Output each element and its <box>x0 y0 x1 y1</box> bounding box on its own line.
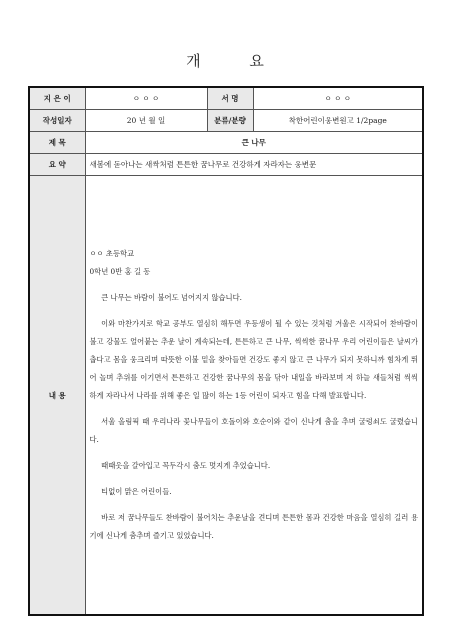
student-line: 0학년 0반 홍 길 동 <box>89 267 151 276</box>
subject-value: 큰 나무 <box>85 132 423 154</box>
content-paragraph: 서울 올림픽 때 우리나라 꽃나무들이 호돌이와 호순이와 같이 신나게 춤을 추며 굴렁쇠도 굴렸습니다. <box>89 417 418 444</box>
content-body <box>85 176 423 616</box>
content-row <box>29 176 423 616</box>
summary-value: 새봄에 돋아나는 새싹처럼 튼튼한 꿈나무로 건강하게 자라자는 웅변문 <box>85 154 423 176</box>
summary-row <box>29 154 423 176</box>
author-value: ㅇ ㅇ ㅇ <box>85 87 207 110</box>
class-label: 분류/분량 <box>207 110 253 132</box>
content-paragraph: 때때옷을 갈아입고 꼭두각시 춤도 멋지게 추었습니다. <box>101 461 271 470</box>
author-label: 지 은 이 <box>29 87 85 110</box>
content-paragraph: 티없이 맑은 어린이들. <box>101 487 172 496</box>
date-value: 20 년 월 일 <box>85 110 207 132</box>
name-label: 서 명 <box>207 87 253 110</box>
summary-label: 요 약 <box>29 154 85 176</box>
content-paragraph: 바로 저 꿈나무들도 찬바람이 불어치는 추운날을 견디며 튼튼한 몸과 건강한 마음을 열심히 길러 용기에 신나게 춤추며 즐기고 있었습니다. <box>89 513 418 540</box>
name-value: ㅇ ㅇ ㅇ <box>253 87 423 110</box>
content-paragraph: 큰 나무는 바람이 불어도 넘어지지 않습니다. <box>101 293 242 302</box>
date-row <box>29 110 423 132</box>
summary-form-table <box>28 86 424 616</box>
author-row <box>29 87 423 110</box>
school-line: ㅇㅇ 초등학교 <box>89 249 135 258</box>
class-value: 착한어린이웅변원고 1/2page <box>253 110 423 132</box>
content-label: 내 용 <box>29 176 85 616</box>
subject-row <box>29 132 423 154</box>
content-paragraph: 이와 마찬가지로 학교 공부도 열심히 해두면 우등생이 될 수 있는 것처럼 겨울은 시작되어 찬바람이 불고 강물도 얼어붙는 추운 날이 계속되는데, 튼튼하고 큰 나무, 씩씩한 꿈나무 우리 어린이들은 날씨가 춥다고 몸을 웅크리며 따뜻한 이불 밑을 찾아들면 건강도 좋지 않고 큰 나무가 되지 못하니까 힘차게 뛰어 놀며 추위를 이기면서 튼튼하고 건강한 꿈나무의 몸을 닦아 내일을 바라보며 저 하늘 새들처럼 씩씩하게 자라나서 나라를 위해 좋은 일 많이 하는 1등 어린이 되자고 힘을 다해 발표합니다. <box>89 319 418 400</box>
subject-label: 제 목 <box>29 132 85 154</box>
document-title: 개 요 <box>186 52 286 70</box>
date-label: 작성일자 <box>29 110 85 132</box>
